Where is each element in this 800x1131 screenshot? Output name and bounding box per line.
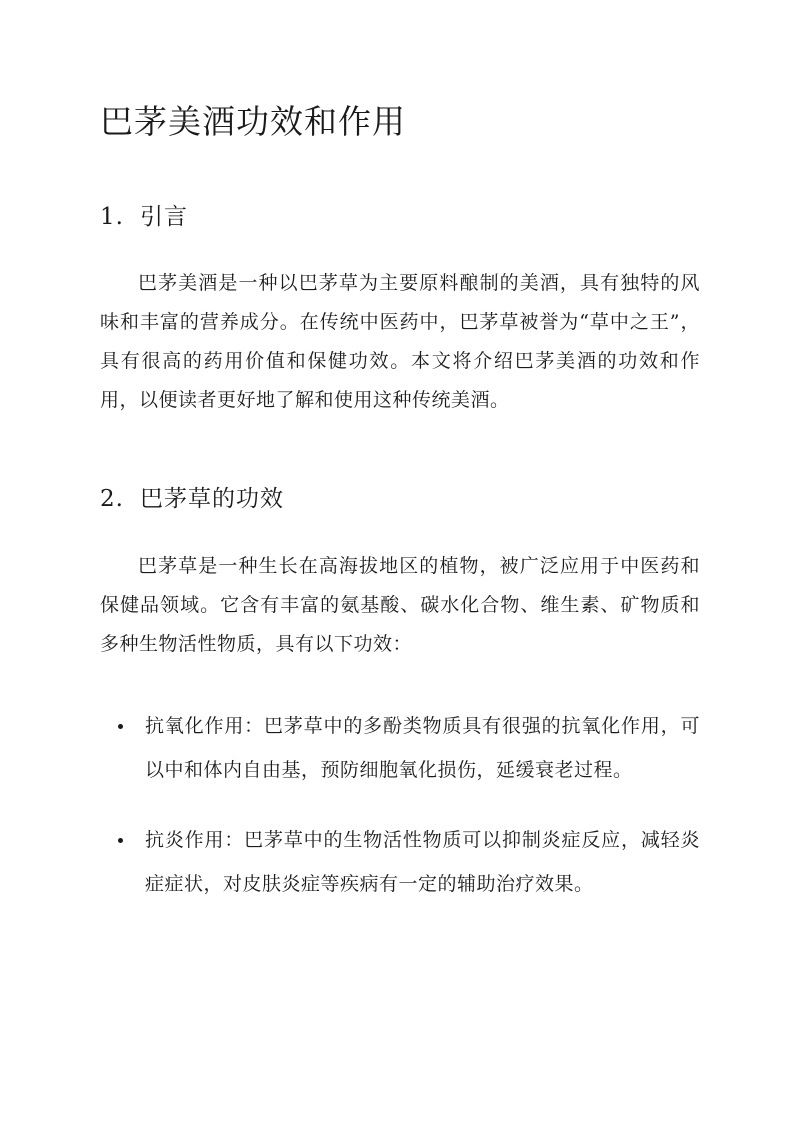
section-number: 2.	[100, 486, 124, 512]
section-title: 巴茅草的功效	[140, 486, 284, 512]
list-item-text: 抗炎作用：巴茅草中的生物活性物质可以抑制炎症反应，减轻炎症症状，对皮肤炎症等疾病有一定的辅助治疗效果。	[145, 829, 700, 895]
list-item	[100, 704, 700, 792]
herb-effects-paragraph: 巴茅草是一种生长在高海拔地区的植物，被广泛应用于中医药和保健品领域。它含有丰富的氨基酸、碳水化合物、维生素、矿物质和多种生物活性物质，具有以下功效：	[100, 555, 700, 655]
section-heading-herb-effects	[100, 480, 284, 513]
bullet-dot-icon	[118, 838, 123, 843]
section-title: 引言	[140, 204, 188, 230]
introduction-paragraph: 巴茅美酒是一种以巴茅草为主要原料酿制的美酒，具有独特的风味和丰富的营养成分。在传统中医药中，巴茅草被誉为“草中之王”，具有很高的药用价值和保健功效。本文将介绍巴茅美酒的功效和作用，以便读者更好地了解和使用这种传统美酒。	[100, 272, 700, 411]
page-title: 巴茅美酒功效和作用	[100, 102, 406, 141]
bullet-dot-icon	[118, 724, 123, 729]
section-number: 1.	[100, 204, 124, 230]
list-item-text: 抗氧化作用：巴茅草中的多酚类物质具有很强的抗氧化作用，可以中和体内自由基，预防细胞氧化损伤，延缓衰老过程。	[145, 715, 700, 781]
list-item	[100, 818, 700, 906]
section-heading-introduction	[100, 198, 188, 231]
effects-list	[100, 704, 700, 932]
